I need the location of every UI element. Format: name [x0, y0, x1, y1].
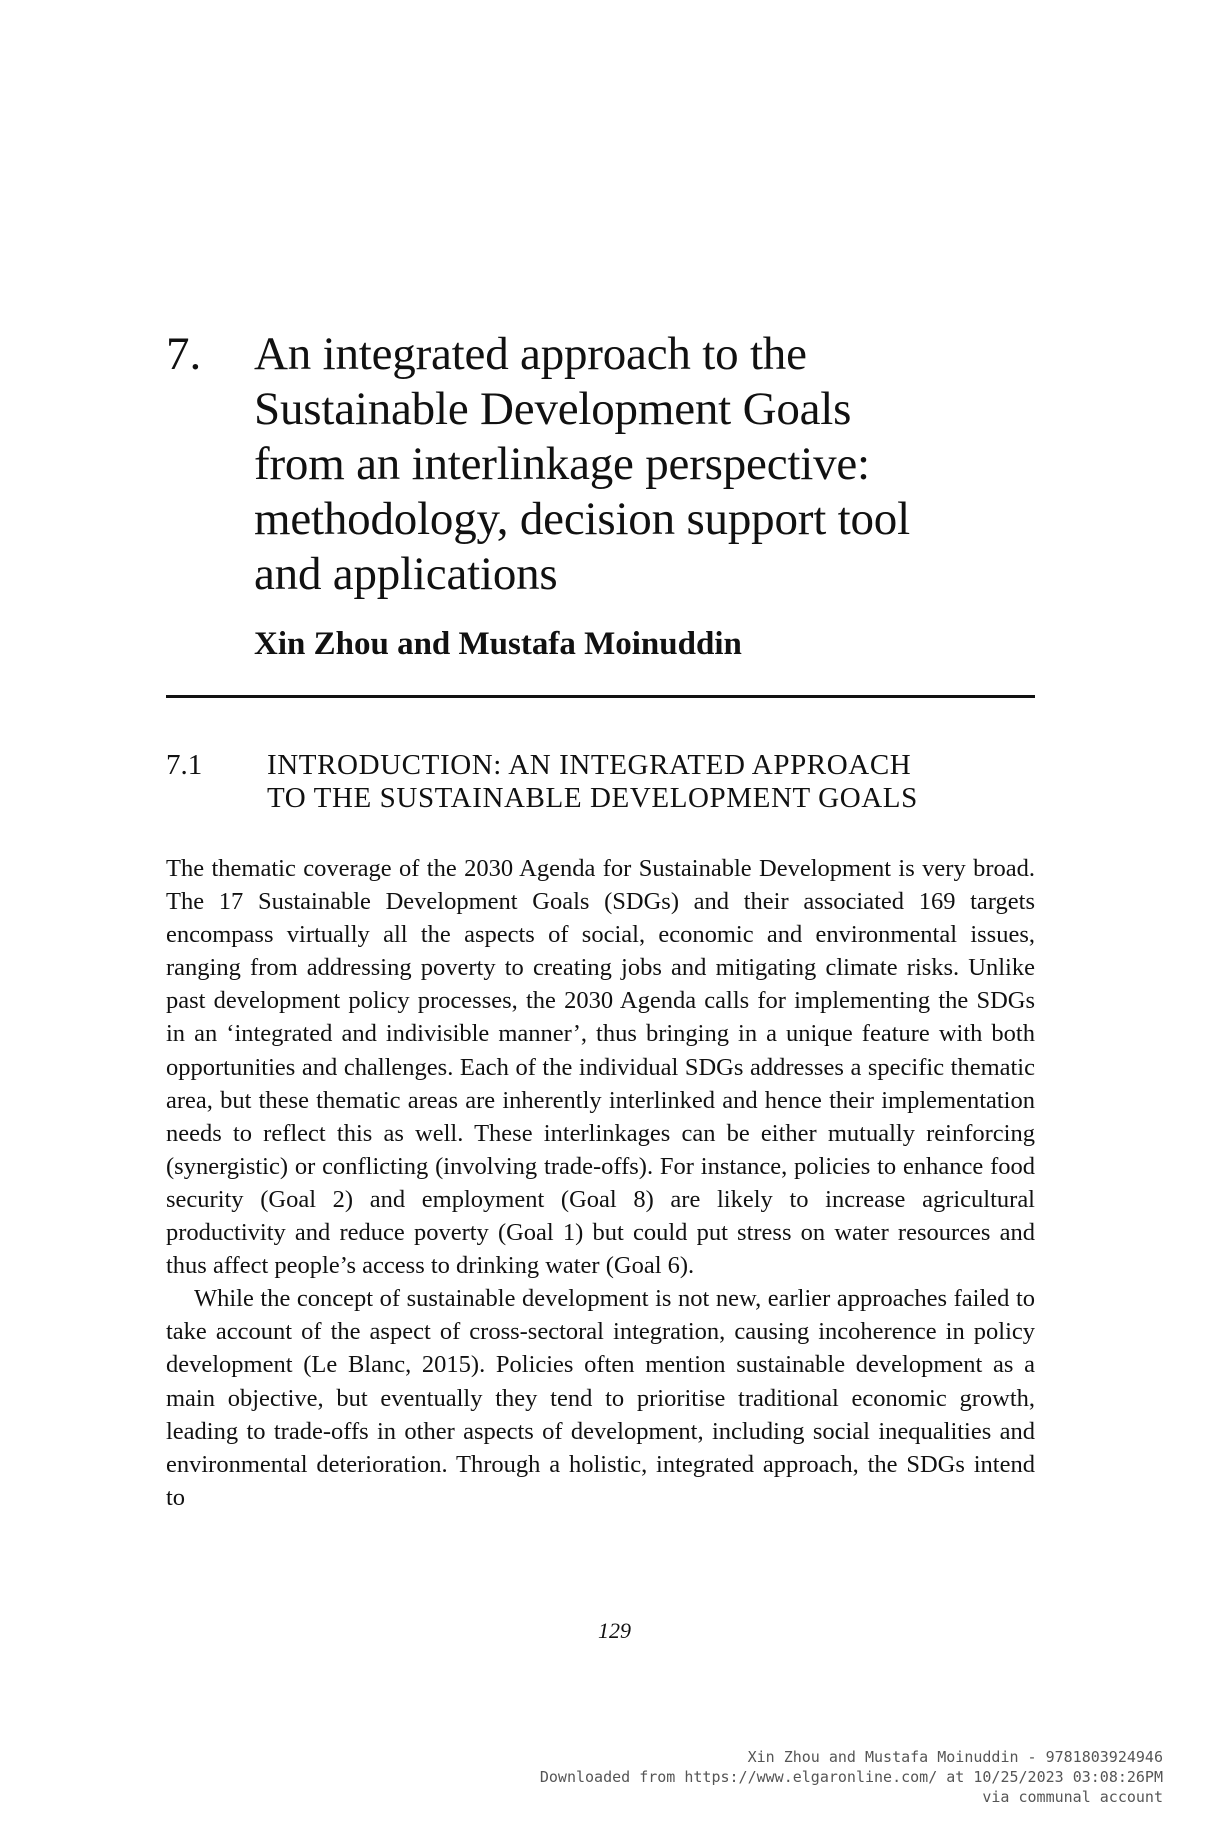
- watermark-line: via communal account: [982, 1788, 1163, 1806]
- section-heading: [267, 749, 1047, 815]
- download-watermark: [540, 1747, 1163, 1807]
- title-divider: [166, 695, 1035, 698]
- chapter-title-line: methodology, decision support tool: [254, 493, 910, 545]
- chapter-number: 7.: [166, 328, 202, 380]
- paragraph: The thematic coverage of the 2030 Agenda for Sustainable Development is very broad. The 17 Sustainable Development Goals (SDGs) and their associated 169 targets encompass virtually all the aspects of social, economic and environmental issues, ranging from addressing poverty to creating jobs and mitigating climate risks. Unlike past development policy processes, the 2030 Agenda calls for implementing the SDGs in an ‘integrated and indivisible manner’, thus bringing in a unique feature with both opportunities and challenges. Each of the individual SDGs addresses a specific thematic area, but these thematic areas are inherently interlinked and hence their implementation needs to reflect this as well. These interlinkages can be either mutually reinforcing (synergistic) or conflicting (involving trade-offs). For instance, policies to enhance food security (Goal 2) and employment (Goal 8) are likely to increase agricultural productivity and reduce poverty (Goal 1) but could put stress on water resources and thus affect people’s access to drinking water (Goal 6).: [166, 855, 1035, 1280]
- section-heading-line: INTRODUCTION: AN INTEGRATED APPROACH: [267, 749, 912, 781]
- chapter-title-line: from an interlinkage perspective:: [254, 438, 870, 490]
- watermark-line: Xin Zhou and Mustafa Moinuddin - 9781803924946: [747, 1748, 1163, 1766]
- chapter-title-line: Sustainable Development Goals: [254, 383, 852, 435]
- page-number: 129: [598, 1618, 631, 1643]
- chapter-title-line: and applications: [254, 548, 558, 600]
- chapter-title-line: An integrated approach to the: [254, 328, 807, 380]
- body-text: [166, 852, 1035, 1514]
- watermark-line: Downloaded from https://www.elgaronline.com/ at 10/25/2023 03:08:26PM: [539, 1768, 1163, 1786]
- paragraph: While the concept of sustainable development is not new, earlier approaches failed to take account of the aspect of cross-sectoral integration, causing incoherence in policy development (Le Blanc, 2015). Policies often mention sustainable development as a main objective, but eventually they tend to prioritise traditional economic growth, leading to trade-offs in other aspects of development, including social inequalities and environmental deterioration. Through a holistic, integrated approach, the SDGs intend to: [166, 1285, 1035, 1511]
- chapter-title: [254, 327, 1014, 602]
- section-heading-line: TO THE SUSTAINABLE DEVELOPMENT GOALS: [267, 782, 918, 814]
- section-number: 7.1: [166, 749, 203, 781]
- chapter-authors: Xin Zhou and Mustafa Moinuddin: [254, 626, 742, 662]
